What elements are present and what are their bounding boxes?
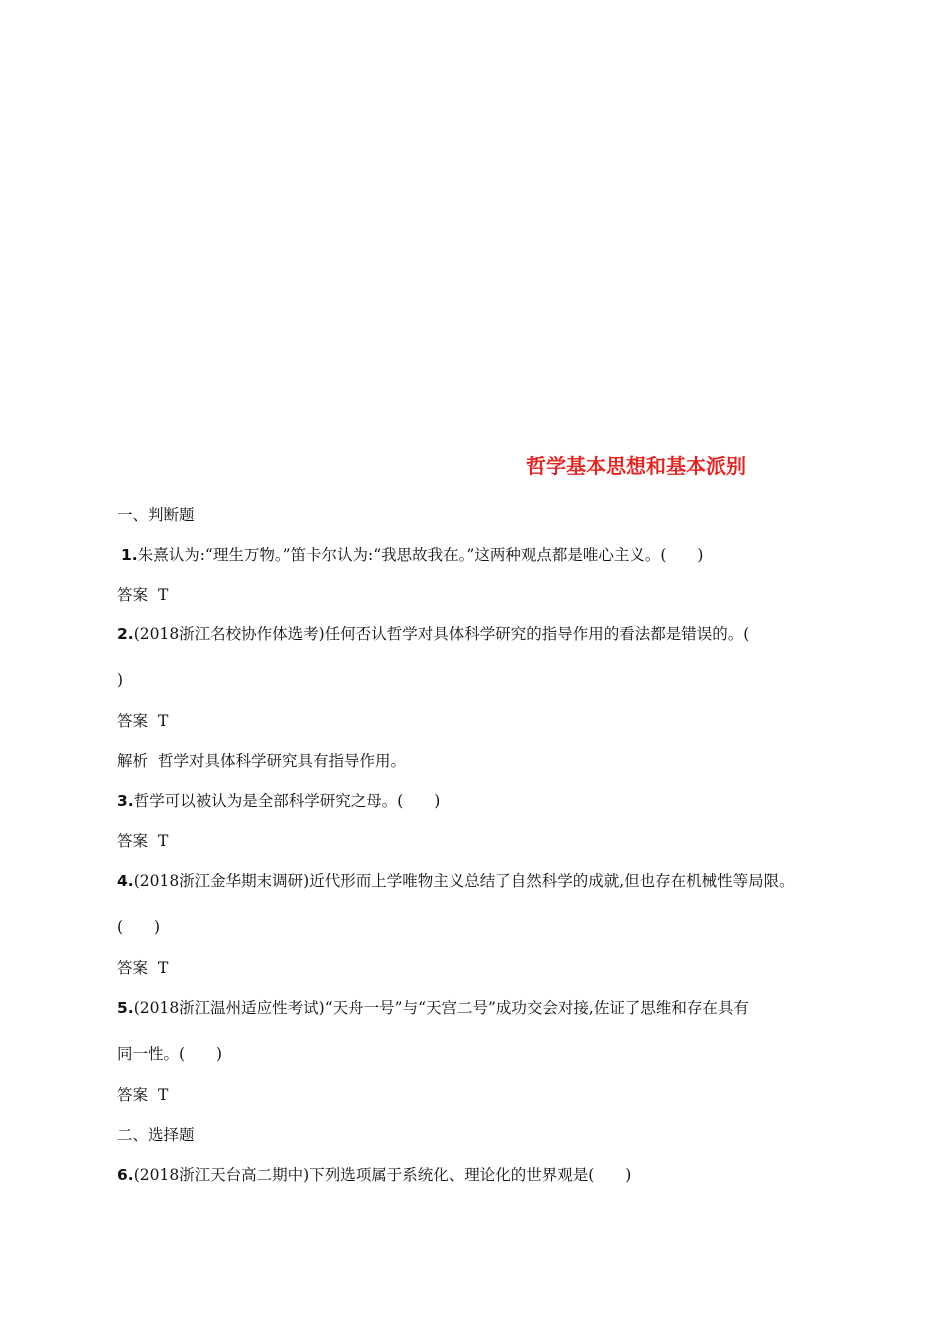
answer-2 — [117, 711, 168, 731]
question-2 — [117, 624, 749, 644]
answer-value: T — [158, 712, 169, 730]
answer-label: 答案 — [117, 959, 149, 977]
document-title: 哲学基本思想和基本派别 — [526, 454, 746, 478]
question-text: (2018浙江名校协作体选考)任何否认哲学对具体科学研究的指导作用的看法都是错误的。( — [133, 625, 750, 643]
question-6 — [117, 1165, 631, 1185]
question-number: 4. — [117, 872, 134, 890]
section-heading-multiple-choice: 二、选择题 — [117, 1126, 195, 1144]
question-text: (2018浙江天台高二期中)下列选项属于系统化、理论化的世界观是( ) — [133, 1166, 632, 1184]
question-number: 5. — [117, 999, 134, 1017]
question-4-continued: ( ) — [117, 918, 161, 936]
answer-label: 答案 — [117, 712, 149, 730]
question-number: 1. — [121, 546, 138, 564]
question-5-continued: 同一性。( ) — [117, 1045, 223, 1063]
question-text: 朱熹认为:“理生万物。”笛卡尔认为:“我思故我在。”这两种观点都是唯心主义。( ) — [137, 546, 704, 564]
answer-4 — [117, 958, 168, 978]
answer-3 — [117, 831, 168, 851]
question-3 — [117, 791, 440, 811]
question-4 — [117, 871, 795, 891]
question-number: 6. — [117, 1166, 134, 1184]
question-2-continued: ) — [117, 671, 124, 689]
answer-label: 答案 — [117, 832, 149, 850]
answer-label: 答案 — [117, 586, 149, 604]
analysis-text: 哲学对具体科学研究具有指导作用。 — [158, 752, 407, 770]
question-5 — [117, 998, 749, 1018]
answer-value: T — [158, 959, 169, 977]
question-number: 2. — [117, 625, 134, 643]
answer-label: 答案 — [117, 1086, 149, 1104]
answer-5 — [117, 1085, 168, 1105]
analysis-label: 解析 — [117, 752, 149, 770]
answer-value: T — [158, 586, 169, 604]
answer-value: T — [158, 1086, 169, 1104]
analysis-2 — [117, 751, 406, 771]
answer-value: T — [158, 832, 169, 850]
question-number: 3. — [117, 792, 134, 810]
question-1 — [121, 545, 703, 565]
section-heading-true-false: 一、判断题 — [117, 506, 195, 524]
answer-1 — [117, 585, 168, 605]
question-text: (2018浙江金华期末调研)近代形而上学唯物主义总结了自然科学的成就,但也存在机械性等局限。 — [133, 872, 795, 890]
question-text: (2018浙江温州适应性考试)“天舟一号”与“天宫二号”成功交会对接,佐证了思维和存在具有 — [133, 999, 749, 1017]
question-text: 哲学可以被认为是全部科学研究之母。( ) — [133, 792, 441, 810]
